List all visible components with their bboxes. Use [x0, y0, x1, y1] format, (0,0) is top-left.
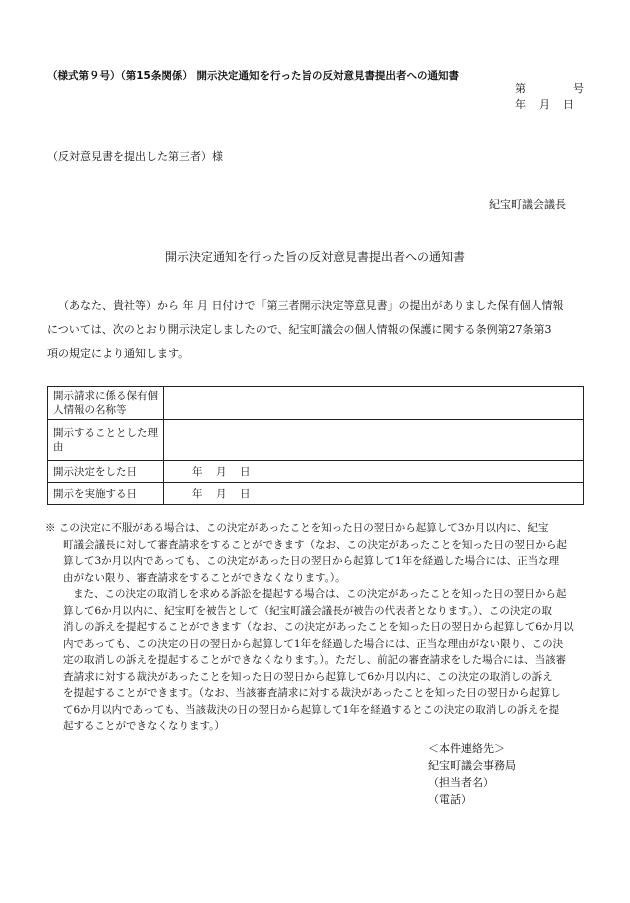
- table-row: [48, 461, 584, 483]
- document-title: 開示決定通知を行った旨の反対意見書提出者への通知書: [164, 250, 465, 264]
- note-line: て6か月以内であっても、当該裁決の日の翌日から起算して1年を経過するとこの決定の取消しの訴えを提: [63, 703, 560, 716]
- doc-date-year: 年: [515, 98, 526, 111]
- note-line: 起することができなくなります。）: [63, 720, 225, 732]
- note-line: 町議会議長に対して審査請求をすることができます（なお、この決定があったことを知った日の翌日から起: [63, 538, 567, 551]
- doc-date-day: 日: [563, 98, 574, 111]
- table-date: [164, 461, 584, 483]
- note-line: 由がない限り、審査請求をすることができなくなります。）。: [63, 571, 346, 584]
- note-line: 消しの訴えを提起することができます（なお、この決定があったことを知った日の翌日から起算して6か月以: [63, 621, 574, 633]
- table-row: [48, 420, 584, 461]
- doc-number-dai: 第: [515, 82, 526, 95]
- table-value: [164, 387, 584, 420]
- table-label: 開示を実施する日: [48, 483, 164, 505]
- document-number: [515, 80, 584, 96]
- table-label: 開示請求に係る保有個人情報の名称等: [48, 387, 164, 420]
- contact-block: [428, 740, 516, 808]
- date-year: 年: [192, 487, 203, 500]
- date-month: 月: [216, 487, 227, 500]
- addressee: （反対意見書を提出した第三者）様: [47, 150, 223, 163]
- note-line: 算して6か月以内に、紀宝町を被告として（紀宝町議会議長が被告の代表者となります。）、この決定の取: [63, 604, 552, 617]
- table-row: [48, 387, 584, 420]
- body-line: （あなた、貴社等）から 年 月 日付けで「第三者開示決定等意見書」の提出がありました保有個人情報: [58, 299, 564, 312]
- note-line: 算して3か月以内であっても、この決定があった日の翌日から起算して1年を経過した場合には、正当な理: [63, 555, 560, 567]
- body-paragraph: [47, 294, 584, 366]
- doc-number-go: 号: [573, 82, 584, 95]
- note-line: を提起することができます。（なお、当該審査請求に対する裁決があったことを知った日の翌日から起算し: [63, 687, 561, 699]
- note-line: 内であっても、この決定の日の翌日から起算して1年を経過した場合には、正当な理由がない限り、この決: [63, 637, 564, 650]
- doc-date-month: 月: [539, 98, 550, 111]
- date-day: 日: [240, 487, 251, 500]
- date-day: 日: [240, 465, 251, 478]
- note-line: 定の取消しの訴えを提起することができなくなります。）。ただし、前記の審査請求をした場合には、当該審: [63, 654, 567, 666]
- document-date: [515, 96, 587, 112]
- table-row: [48, 483, 584, 505]
- table-date: [164, 483, 584, 505]
- body-line: 項の規定により通知します。: [47, 347, 190, 360]
- contact-heading: ＜本件連絡先＞: [428, 742, 505, 755]
- table-label: 開示決定をした日: [48, 461, 164, 483]
- body-line: については、次のとおり開示決定しましたので、紀宝町議会の個人情報の保護に関する条例第27条第3: [47, 323, 552, 336]
- sender: 紀宝町議会議長: [489, 198, 566, 211]
- appeal-note: [45, 520, 590, 735]
- contact-office: 紀宝町議会事務局: [428, 759, 516, 772]
- note-line: ※ この決定に不服がある場合は、この決定があったことを知った日の翌日から起算して3か月以内に、紀宝: [45, 522, 549, 534]
- date-month: 月: [216, 465, 227, 478]
- form-title: （様式第９号）（第15条関係） 開示決定通知を行った旨の反対意見書提出者への通知書: [47, 70, 460, 82]
- contact-person: （担当者名）: [428, 776, 494, 789]
- table-label: 開示することとした理由: [48, 420, 164, 461]
- note-line: 査請求に対する裁決があったことを知った日の翌日から起算して6か月以内に、この決定の取消しの訴え: [63, 670, 553, 683]
- date-year: 年: [192, 465, 203, 478]
- note-line: また、この決定の取消しを求める訴訟を提起する場合は、この決定があったことを知った日の翌日から起: [73, 588, 567, 600]
- info-table: [47, 386, 584, 505]
- table-value: [164, 420, 584, 461]
- contact-phone: （電話）: [428, 793, 472, 806]
